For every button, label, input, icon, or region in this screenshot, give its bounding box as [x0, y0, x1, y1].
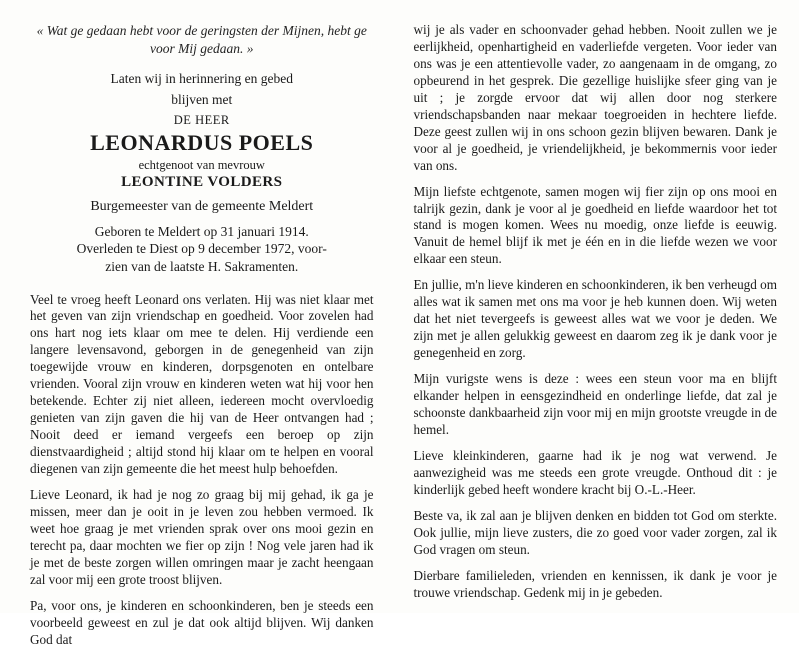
left-paragraph-3: Pa, voor ons, je kinderen en schoonkinderen, ben je steeds een voorbeeld geweest en zul je dat ook altijd blijven. Wij danken God dat: [30, 598, 374, 649]
right-paragraph-5: Lieve kleinkinderen, gaarne had ik je nog wat verwend. Je aanwezigheid was me steeds een grote vreugde. Onthoud dit : je kinderlijk gebed heeft wondere kracht bij O.-L.-Heer.: [414, 448, 778, 499]
intro-line-2: blijven met: [30, 91, 374, 109]
column-divider: [400, 14, 401, 599]
right-paragraph-3: En jullie, m'n lieve kinderen en schoonkinderen, ik ben verheugd om alles wat ik samen met ons ma voor je heb kunnen doen. Wij weten dat het niet tevergeefs is geweest alles wat we voor je deden. We zijn met je allen gelukkig geweest en daarom zeg ik je dank voor je genegenheid en zorg.: [414, 277, 778, 362]
right-paragraph-4: Mijn vurigste wens is deze : wees een steun voor ma en blijft elkander helpen in eensgezindheid en onderlinge liefde, dat zal je schoonste dankbaarheid zijn voor mij en mijn grootste vreugde in de hemel.: [414, 371, 778, 439]
right-paragraph-1: wij je als vader en schoonvader gehad hebben. Nooit zullen we je eerlijkheid, openhartigheid en vaderliefde vergeten. Voor ieder van ons was je een attentievolle vader, zo aangenaam in de omgang, zo opbeurend in het gesprek. Die gezellige huislijke sfeer ging van je uit ; je zorgde ervoor dat wij allen door nog sterkere vriendschapsbanden naar mekaar toegroeiden in hechtere liefde. Deze geest zullen wij in ons schoon gezin blijven bewaren. Dank je voor al je goedheid, je vriendelijkheid, je bekommernis voor ieder van ons.: [414, 22, 778, 175]
right-column: [400, 0, 799, 613]
spouse-name: LEONTINE VOLDERS: [30, 174, 374, 191]
honorific: DE HEER: [30, 113, 374, 128]
death-line-continued: zien van de laatste H. Sakramenten.: [30, 258, 374, 276]
deceased-name: LEONARDUS POELS: [30, 130, 374, 156]
opening-quote: « Wat ge gedaan hebt voor de geringsten der Mijnen, hebt ge voor Mij gedaan. »: [30, 22, 374, 58]
birth-line: Geboren te Meldert op 31 januari 1914.: [30, 223, 374, 241]
right-paragraph-2: Mijn liefste echtgenote, samen mogen wij fier zijn op ons mooi en talrijk gezin, dank je voor al je goedheid en liefde waardoor het tot stand is mogen komen. Wees nu moedig, onze liefde is eeuwig. Vanuit de hemel blijf ik met je één en in die liefde wezen we voor elkaar een steun.: [414, 184, 778, 269]
spouse-prefix: echtgenoot van mevrouw: [30, 158, 374, 173]
left-paragraph-1: Veel te vroeg heeft Leonard ons verlaten. Hij was niet klaar met het geven van zijn vriendschap en goedheid. Voor zovelen had ons hart nog iets klaar om mee te delen. Hij verdiende een langere levensavond, geborgen in de genegenheid van zijn toegewijde vrouw en kinderen, dorpsgenoten en ontelbare vrienden. Vooral zijn vrouw en kinderen weten wat hij voor hen betekende. Echter zij niet alleen, iedereen mocht overvloedig genieten van zijn gaven die hij van de Heer ontvangen had ; Nooit deed er iemand vergeefs een beroep op zijn dienstvaardigheid ; altijd stond hij klaar om te helpen en vooral diegenen van zijn gemeente die het meest hulp behoefden.: [30, 292, 374, 478]
right-paragraph-6: Beste va, ik zal aan je blijven denken en bidden tot God om sterkte. Ook jullie, mijn lieve zusters, die zo goed voor vader zorgen, zal ik God vragen om steun.: [414, 508, 778, 559]
death-line: Overleden te Diest op 9 december 1972, voor-: [30, 240, 374, 258]
role-title: Burgemeester van de gemeente Meldert: [30, 199, 374, 215]
intro-line-1: Laten wij in herinnering en gebed: [30, 70, 374, 88]
right-paragraph-7: Dierbare familieleden, vrienden en kennissen, ik dank je voor je trouwe vriendschap. Gedenk mij in je gebeden.: [414, 568, 778, 602]
left-paragraph-2: Lieve Leonard, ik had je nog zo graag bij mij gehad, ik ga je missen, meer dan je ooit in je leven zou hebben vermoed. Ik weet hoe graag je met vrienden sprak over ons mooi gezin en terecht pa, daar mochten we fier op zijn ! Nog vele jaren had ik je met de beste zorgen willen omringen maar je zacht heengaan zal voor mij een grote troost blijven.: [30, 487, 374, 589]
left-column: [0, 0, 400, 613]
life-dates: [30, 223, 374, 276]
